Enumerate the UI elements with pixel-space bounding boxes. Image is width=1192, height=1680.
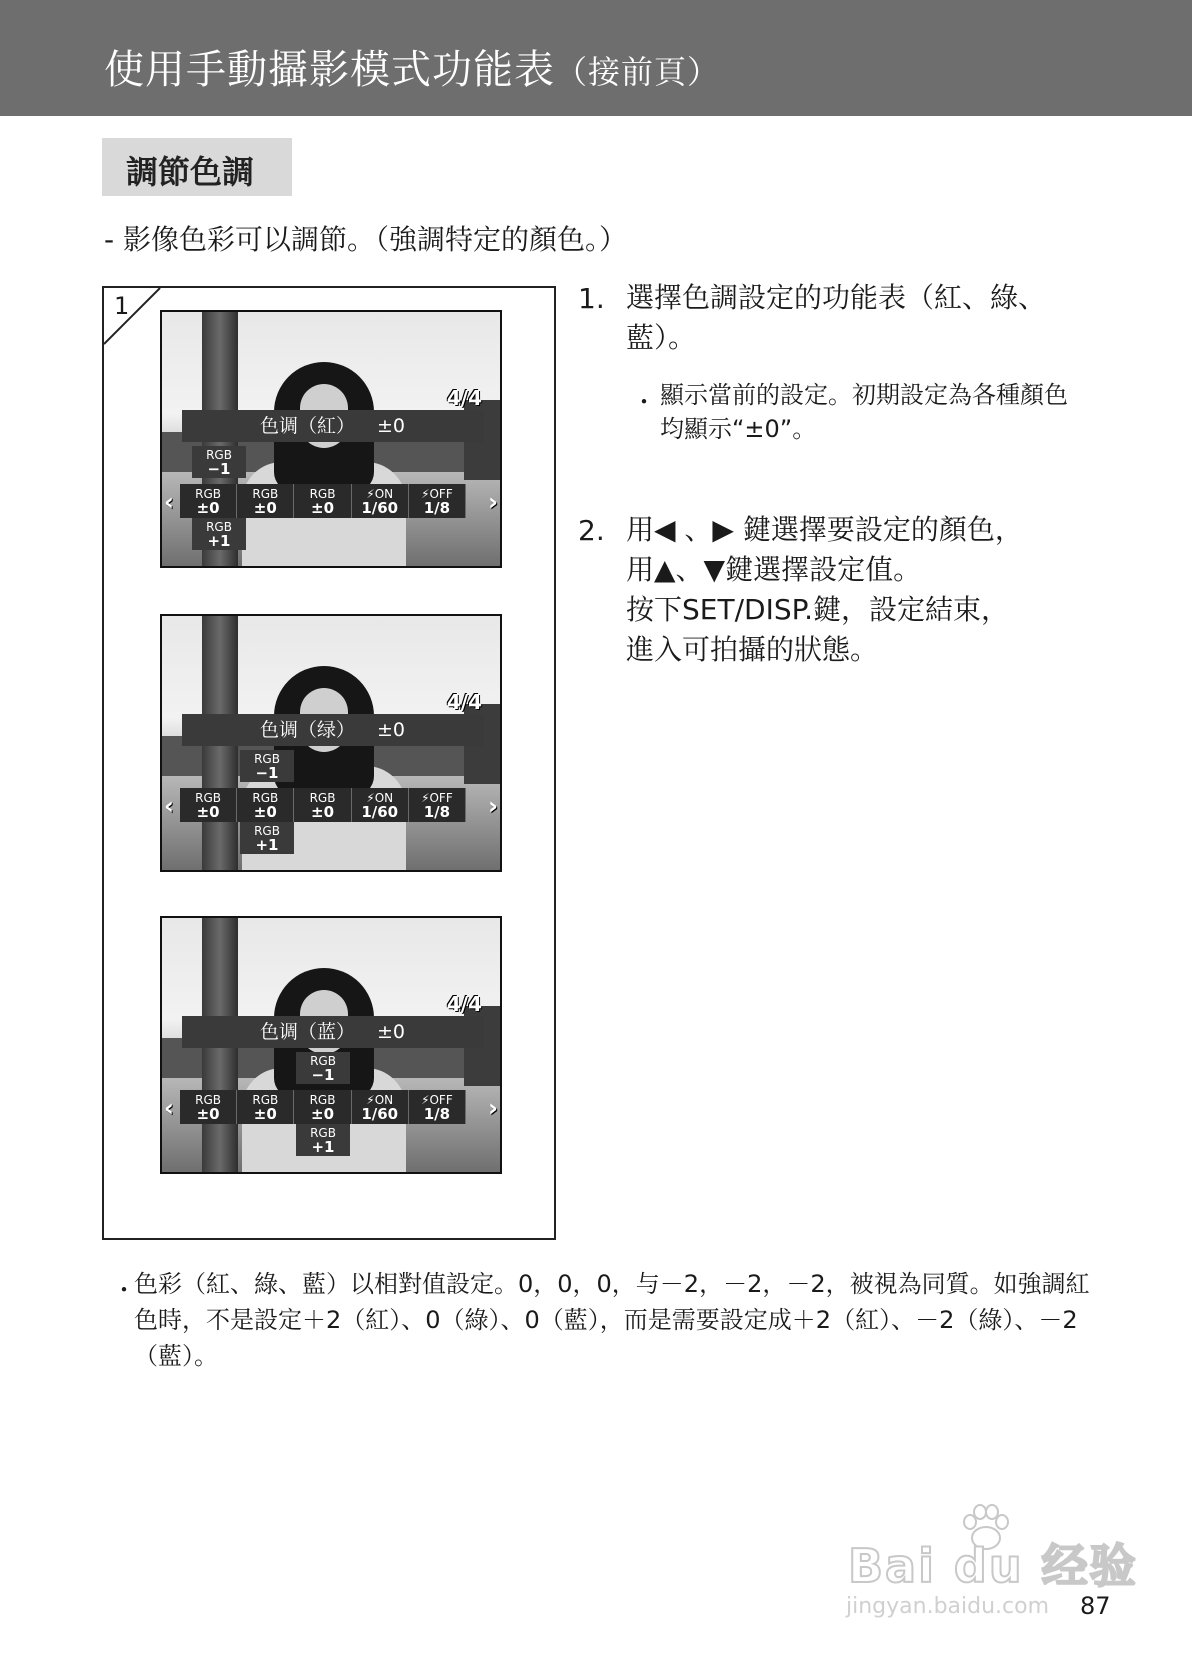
chevron-left-icon: ‹ — [164, 1094, 174, 1122]
menu-cell-blue — [294, 788, 351, 822]
menu-cell-green — [237, 1090, 294, 1124]
menu-title — [182, 1016, 484, 1048]
menu-cell-label: RGB — [195, 791, 222, 805]
menu-cell-red — [180, 788, 237, 822]
camera-screen-green — [160, 614, 502, 872]
menu-cell-value: 1/8 — [423, 1105, 451, 1123]
section-heading: 調節色調 — [126, 153, 255, 191]
menu-cell-label: RGB — [309, 1093, 336, 1107]
frame-counter: 4/4 — [446, 386, 482, 410]
menu-cell-label: ⚡ON — [366, 1093, 394, 1107]
menu-cell-flash-off — [409, 788, 466, 822]
menu-cell-red — [180, 484, 237, 518]
menu-cell-label: ⚡ON — [366, 791, 394, 805]
rgb-popup-up — [240, 750, 294, 782]
menu-cell-red — [180, 1090, 237, 1124]
menu-cell-value: ±0 — [196, 1105, 220, 1123]
step-1-number: 1. — [578, 282, 605, 315]
menu-cell-blue — [294, 484, 351, 518]
menu-cell-label: ⚡OFF — [421, 791, 453, 805]
menu-cell-flash-on — [352, 788, 409, 822]
camera-screen-blue — [160, 916, 502, 1174]
menu-cell-value: ±0 — [253, 499, 277, 517]
chevron-right-icon: › — [488, 1094, 498, 1122]
menu-cell-value: ±0 — [253, 1105, 277, 1123]
menu-cell-label: RGB — [309, 487, 336, 501]
rgb-popup-down — [240, 822, 294, 854]
chevron-right-icon: › — [488, 488, 498, 516]
menu-cell-label: RGB — [195, 1093, 222, 1107]
menu-cell-label: RGB — [195, 487, 222, 501]
menu-cell-label: ⚡OFF — [421, 1093, 453, 1107]
menu-title — [182, 714, 484, 746]
menu-bar — [180, 484, 466, 518]
page-title — [104, 38, 720, 95]
rgb-popup-down-label: RGB — [254, 824, 280, 838]
menu-cell-value: ±0 — [196, 499, 220, 517]
menu-title — [182, 410, 484, 442]
menu-title-label: 色调（绿） — [260, 719, 356, 741]
step-2-text — [626, 510, 1086, 670]
menu-cell-label: RGB — [252, 487, 279, 501]
menu-title-label: 色调（蓝） — [260, 1021, 356, 1043]
rgb-popup-down-value: +1 — [311, 1138, 335, 1156]
menu-title-value: ±0 — [377, 1021, 406, 1043]
figure-frame — [102, 286, 556, 1240]
rgb-popup-down — [192, 518, 246, 550]
step-2-number: 2. — [578, 514, 605, 547]
page-number: 87 — [1080, 1592, 1111, 1620]
menu-cell-value: ±0 — [311, 1105, 335, 1123]
menu-bar — [180, 1090, 466, 1124]
frame-counter: 4/4 — [446, 992, 482, 1016]
step-1-bullet-text: 顯示當前的設定。初期設定為各種顏色均顯示“±0”。 — [660, 381, 1068, 443]
menu-cell-green — [237, 788, 294, 822]
menu-cell-blue — [294, 1090, 351, 1124]
menu-cell-value: ±0 — [311, 499, 335, 517]
page-title-subtitle: （接前頁） — [555, 53, 721, 91]
camera-screen-red — [160, 310, 502, 568]
rgb-popup-up-label: RGB — [206, 448, 232, 462]
watermark-logo: Bai du 经验 — [848, 1539, 1138, 1593]
menu-cell-label: RGB — [309, 791, 336, 805]
menu-title-value: ±0 — [377, 415, 406, 437]
step-2-line: 用◀ 、▶ 鍵選擇要設定的顏色， — [626, 513, 1023, 546]
menu-cell-label: RGB — [252, 1093, 279, 1107]
chevron-left-icon: ‹ — [164, 792, 174, 820]
menu-cell-green — [237, 484, 294, 518]
step-2-line: 按下SET/DISP.鍵，設定結束， — [626, 593, 1010, 626]
rgb-popup-down-label: RGB — [206, 520, 232, 534]
rgb-popup-up-value: −1 — [311, 1066, 335, 1084]
menu-cell-flash-off — [409, 1090, 466, 1124]
menu-cell-value: ±0 — [196, 803, 220, 821]
menu-cell-value: ±0 — [311, 803, 335, 821]
step-1-text: 選擇色調設定的功能表（紅、綠、藍）。 — [626, 281, 1047, 354]
note-bullet: ・ — [112, 1276, 136, 1304]
menu-bar — [180, 788, 466, 822]
menu-cell-label: RGB — [252, 791, 279, 805]
rgb-popup-up — [192, 446, 246, 478]
rgb-popup-down-label: RGB — [310, 1126, 336, 1140]
menu-cell-value: 1/60 — [361, 499, 399, 517]
rgb-popup-up-label: RGB — [254, 752, 280, 766]
figure-corner-mark — [104, 288, 164, 348]
note-text: 色彩（紅、綠、藍）以相對值設定。0，0，0，与－2，－2，－2，被視為同質。如強調紅色時，不是設定＋2（紅）、0（綠）、0（藍），而是需要設定成＋2（紅）、－2（綠）、－2（藍）。 — [134, 1270, 1090, 1370]
menu-cell-value: 1/8 — [423, 803, 451, 821]
step-1-bullet: ・ — [632, 388, 656, 416]
rgb-popup-down — [296, 1124, 350, 1156]
menu-cell-label: ⚡OFF — [421, 487, 453, 501]
step-2-line: 用▲、▼鍵選擇設定值。 — [626, 553, 922, 586]
menu-cell-value: ±0 — [253, 803, 277, 821]
step-2-line: 進入可拍攝的狀態。 — [626, 633, 879, 666]
rgb-popup-down-value: +1 — [207, 532, 231, 550]
menu-cell-flash-on — [352, 1090, 409, 1124]
menu-cell-value: 1/8 — [423, 499, 451, 517]
intro-text: - 影像色彩可以調節。（強調特定的顏色。） — [104, 223, 628, 256]
rgb-popup-up-value: −1 — [255, 764, 279, 782]
menu-cell-flash-on — [352, 484, 409, 518]
rgb-popup-up — [296, 1052, 350, 1084]
rgb-popup-up-value: −1 — [207, 460, 231, 478]
figure-number: 1 — [114, 292, 130, 320]
menu-cell-flash-off — [409, 484, 466, 518]
menu-title-label: 色调（紅） — [260, 415, 356, 437]
chevron-left-icon: ‹ — [164, 488, 174, 516]
watermark-url: jingyan.baidu.com — [846, 1594, 1050, 1619]
frame-counter: 4/4 — [446, 690, 482, 714]
chevron-right-icon: › — [488, 792, 498, 820]
page-title-main: 使用手動攝影模式功能表 — [104, 47, 555, 93]
rgb-popup-down-value: +1 — [255, 836, 279, 854]
menu-title-value: ±0 — [377, 719, 406, 741]
menu-cell-value: 1/60 — [361, 803, 399, 821]
menu-cell-label: ⚡ON — [366, 487, 394, 501]
rgb-popup-up-label: RGB — [310, 1054, 336, 1068]
menu-cell-value: 1/60 — [361, 1105, 399, 1123]
